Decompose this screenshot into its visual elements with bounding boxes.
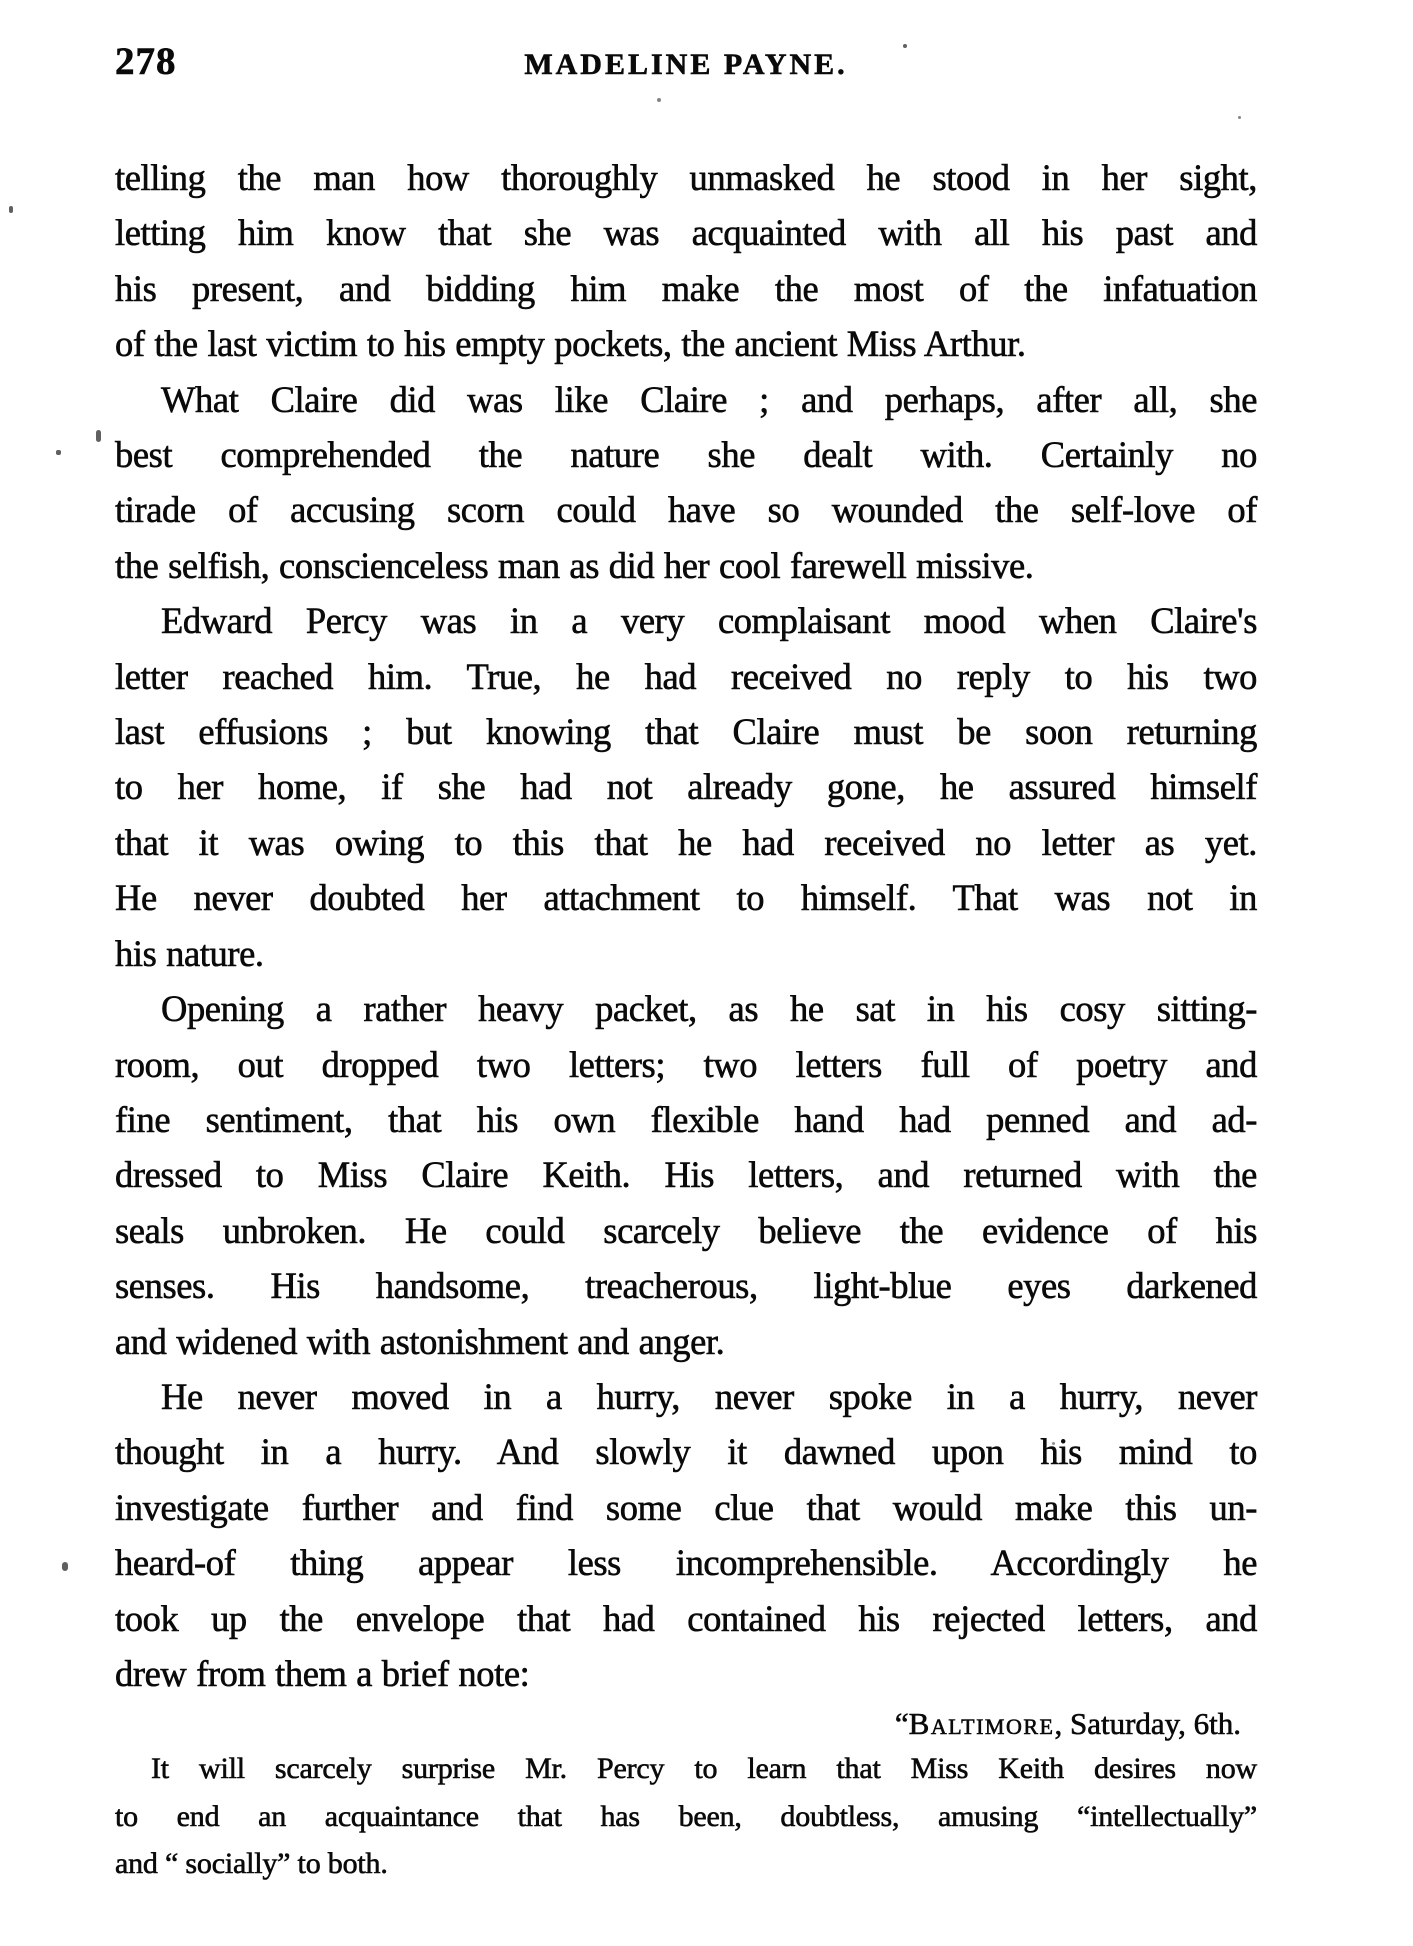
page-header <box>115 42 1257 82</box>
dateline-open-quote: “ <box>894 1706 909 1741</box>
text-line: Opening a rather heavy packet, as he sat in his cosy sitting- <box>161 988 1257 1030</box>
scan-speck <box>56 450 61 455</box>
text-line: took up the envelope that had contained his rejected letters, and <box>115 1597 1257 1639</box>
text-line: of the last victim to his empty pockets, the ancient Miss Arthur. <box>115 323 1026 365</box>
text-line: drew from them a brief note: <box>115 1652 530 1694</box>
scan-speck <box>9 206 13 213</box>
text-line: senses. His handsome, treacherous, light-blue eyes darkened <box>115 1265 1257 1307</box>
paragraph <box>115 1369 1257 1701</box>
letter-excerpt <box>115 1745 1257 1888</box>
text-line: and “ socially” to both. <box>115 1847 388 1880</box>
text-line: letter reached him. True, he had received no reply to his two <box>115 655 1257 697</box>
paragraph <box>115 150 1257 372</box>
paragraph <box>115 372 1257 594</box>
text-line: and widened with astonishment and anger. <box>115 1320 725 1362</box>
scan-speck <box>1238 116 1241 119</box>
text-line: last effusions ; but knowing that Claire must be soon returning <box>115 711 1257 753</box>
text-line: thought in a hurry. And slowly it dawned upon his mind to <box>115 1431 1257 1473</box>
text-line: his present, and bidding him make the most of the infatuation <box>115 267 1257 309</box>
text-line: best comprehended the nature she dealt with. Certainly no <box>115 434 1257 476</box>
page-number: 278 <box>115 40 177 83</box>
scan-speck <box>62 1562 68 1571</box>
text-line: his nature. <box>115 932 264 974</box>
text-line: dressed to Miss Claire Keith. His letters, and returned with the <box>115 1154 1257 1196</box>
running-title: MADELINE PAYNE. <box>524 48 848 81</box>
text-line: to her home, if she had not already gone, he assured himself <box>115 766 1257 808</box>
text-line: the selfish, conscienceless man as did her cool farewell missive. <box>115 544 1034 586</box>
text-line: tirade of accusing scorn could have so wounded the self-love of <box>115 489 1257 531</box>
text-line: heard-of thing appear less incomprehensible. Accordingly he <box>115 1542 1257 1584</box>
text-line: What Claire did was like Claire ; and perhaps, after all, she <box>161 378 1257 420</box>
scan-speck <box>657 98 661 102</box>
text-line: that it was owing to this that he had received no letter as yet. <box>115 821 1257 863</box>
text-line: He never moved in a hurry, never spoke in a hurry, never <box>161 1375 1257 1417</box>
text-line: He never doubted her attachment to himself. That was not in <box>115 877 1257 919</box>
text-line: Edward Percy was in a very complaisant mood when Claire's <box>161 600 1257 642</box>
dateline-rest: , Saturday, 6th. <box>1054 1706 1241 1741</box>
scan-speck <box>903 44 907 48</box>
letter-dateline <box>115 1703 1257 1745</box>
paragraph <box>115 593 1257 981</box>
dateline-place: Baltimore <box>908 1706 1055 1741</box>
text-line: letting him know that she was acquainted with all his past and <box>115 212 1257 254</box>
text-line: to end an acquaintance that has been, doubtless, amusing “intellectually” <box>115 1799 1257 1833</box>
text-line: It will scarcely surprise Mr. Percy to learn that Miss Keith desires now <box>151 1752 1257 1785</box>
text-line: telling the man how thoroughly unmasked he stood in her sight, <box>115 157 1257 198</box>
body-text <box>115 150 1257 1701</box>
text-line: seals unbroken. He could scarcely believe the evidence of his <box>115 1209 1257 1251</box>
text-line: investigate further and find some clue that would make this un- <box>115 1486 1257 1528</box>
paragraph <box>115 981 1257 1369</box>
scan-speck <box>96 430 101 442</box>
scan-speck <box>1052 1442 1055 1445</box>
text-line: room, out dropped two letters; two letters full of poetry and <box>115 1043 1257 1085</box>
text-line: fine sentiment, that his own flexible hand had penned and ad- <box>115 1098 1257 1140</box>
